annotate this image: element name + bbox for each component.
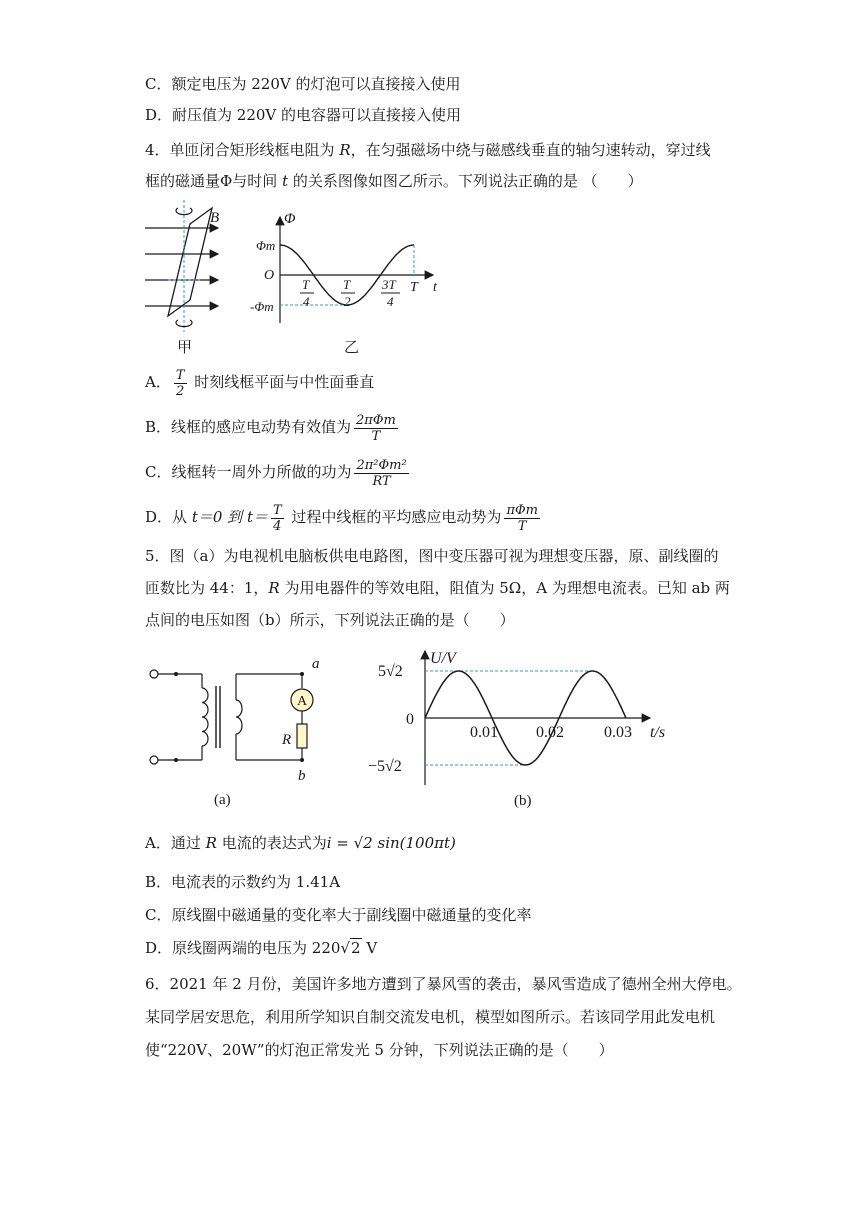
label-jia: 甲 xyxy=(177,340,193,356)
q4-option-d: D．从 t＝0 到 t＝ $\frac{T}{4}$ 过程中线框的平均感应电动势为 $\frac{\text{πΦm}}{T}$ xyxy=(145,502,538,534)
label-t-axis: t xyxy=(433,280,437,295)
q5-stem-line3: 点间的电压如图（b）所示，下列说法正确的是（ ） xyxy=(145,611,515,629)
q5-stem-line2: 匝数比为 44：1，R 为用电器件的等效电阻，阻值为 5Ω，A 为理想电流表。已知 ab 两 xyxy=(145,579,730,597)
label-resistor: R xyxy=(282,732,292,748)
label-origin: O xyxy=(264,268,275,283)
tick-t4 xyxy=(300,277,314,309)
svg-text:A: A xyxy=(297,694,308,709)
q3-option-c: C．额定电压为 220V 的灯泡可以直接接入使用 xyxy=(145,75,461,93)
q5-option-d: D．原线圈两端的电压为 220√2 V xyxy=(145,939,378,957)
label-fig-a: (a) xyxy=(214,792,231,808)
svg-text:3T: 3T xyxy=(382,277,396,292)
q5-figure-a-circuit xyxy=(140,650,340,815)
label-neg-phim: -Φm xyxy=(250,299,274,314)
q4-option-b: B．线框的感应电动势有效值为 $\frac{\text{2πΦm}}{T}$ xyxy=(145,412,396,444)
q5-option-c: C．原线圈中磁通量的变化率大于副线圈中磁通量的变化率 xyxy=(145,906,532,924)
q6-stem-line1: 6．2021 年 2 月份，美国许多地方遭到了暴风雪的袭击，暴风雪造成了德州全州大停电。 xyxy=(145,975,742,993)
label-node-a: a xyxy=(312,656,320,672)
label-phi-axis: Φ xyxy=(284,211,296,227)
primary-coil-icon xyxy=(202,688,208,746)
svg-text:T: T xyxy=(343,277,351,292)
resistor-icon xyxy=(297,724,307,748)
svg-text:4: 4 xyxy=(387,294,394,309)
q5-option-a: A．通过 R 电流的表达式为i = √2 sin(100πt) xyxy=(145,834,456,852)
label-fig-b: (b) xyxy=(514,793,532,809)
tick-x-001: 0.01 xyxy=(470,724,498,741)
q4-option-a: A． $\frac{T}{2}$ 时刻线框平面与中性面垂直 xyxy=(145,367,375,399)
label-u-axis: U/V xyxy=(430,650,456,667)
secondary-coil-icon xyxy=(236,700,242,734)
q5-figure-b-waveform xyxy=(360,645,680,815)
label-yi: 乙 xyxy=(344,340,360,356)
q6-stem-line3: 使“220V、20W”的灯泡正常发光 5 分钟，下列说法正确的是（ ） xyxy=(145,1041,614,1059)
label-y-zero: 0 xyxy=(406,711,414,728)
label-y-bottom: −5√2 xyxy=(368,758,402,775)
q4-stem-line2: 框的磁通量Φ与时间 t 的关系图像如图乙所示。下列说法正确的是 （ ） xyxy=(145,172,643,190)
q4-option-c: C．线框转一周外力所做的功为 $\frac{\text{2π²Φm²}}{RT}$ xyxy=(145,457,407,489)
tick-3t4 xyxy=(381,277,400,309)
q3-option-d: D．耐压值为 220V 的电容器可以直接接入使用 xyxy=(145,106,462,124)
svg-text:T: T xyxy=(302,277,310,292)
tick-x-002: 0.02 xyxy=(536,724,564,741)
label-t-axis: t/s xyxy=(650,724,666,741)
label-phim: Φm xyxy=(256,238,276,253)
svg-text:4: 4 xyxy=(303,294,310,309)
label-y-top: 5√2 xyxy=(378,663,403,680)
q5-option-b: B．电流表的示数约为 1.41A xyxy=(145,873,341,891)
label-period: T xyxy=(410,280,418,295)
tick-x-003: 0.03 xyxy=(604,724,632,741)
q5-stem-line1: 5．图（a）为电视机电脑板供电电路图，图中变压器可视为理想变压器，原、副线圈的 xyxy=(145,547,719,565)
q6-stem-line2: 某同学居安思危，利用所学知识自制交流发电机，模型如图所示。若该同学用此发电机 xyxy=(145,1008,716,1026)
q4-figure-yi xyxy=(248,205,448,360)
svg-text:2: 2 xyxy=(344,294,351,309)
q4-stem-line1: 4．单匝闭合矩形线框电阻为 R，在匀强磁场中绕与磁感线垂直的轴匀速转动，穿过线 xyxy=(145,141,711,159)
q4-figure-jia xyxy=(140,200,240,360)
label-b-field: B xyxy=(210,210,220,226)
label-node-b: b xyxy=(298,768,306,784)
